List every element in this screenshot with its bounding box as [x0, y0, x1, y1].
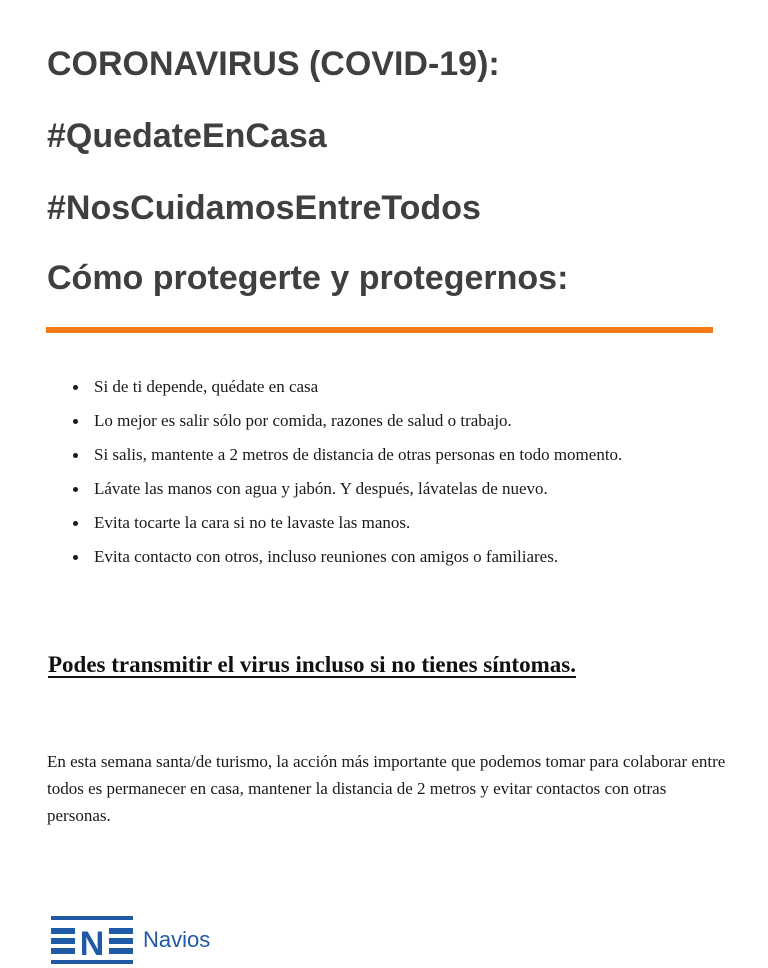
title-coronavirus: CORONAVIRUS (COVID-19):: [47, 45, 500, 83]
list-item: Lávate las manos con agua y jabón. Y después, lávatelas de nuevo.: [70, 472, 710, 506]
list-item: Evita tocarte la cara si no te lavaste las manos.: [70, 506, 710, 540]
warning-heading: Podes transmitir el virus incluso si no tienes síntomas.: [48, 652, 576, 677]
orange-divider: [46, 327, 713, 333]
hashtag-quedate-en-casa: #QuedateEnCasa: [47, 117, 327, 155]
hashtag-nos-cuidamos: #NosCuidamosEntreTodos: [47, 189, 481, 227]
navios-logo-icon: [51, 914, 133, 966]
body-paragraph: En esta semana santa/de turismo, la acción más importante que podemos tomar para colaborar entre todos es permanecer en casa, mantener la distancia de 2 metros y evitar contactos con otras personas.: [47, 752, 726, 825]
logo-mark-letter: N: [79, 925, 105, 963]
list-item: Si de ti depende, quédate en casa: [70, 370, 710, 404]
advice-list: [70, 370, 710, 574]
list-item: Evita contacto con otros, incluso reuniones con amigos o familiares.: [70, 540, 710, 574]
list-item: Lo mejor es salir sólo por comida, razones de salud o trabajo.: [70, 404, 710, 438]
navios-logo: [51, 914, 210, 966]
subtitle-como-protegerte: Cómo protegerte y protegernos:: [47, 259, 569, 297]
logo-wordmark: Navios: [143, 927, 211, 952]
list-item: Si salis, mantente a 2 metros de distancia de otras personas en todo momento.: [70, 438, 710, 472]
